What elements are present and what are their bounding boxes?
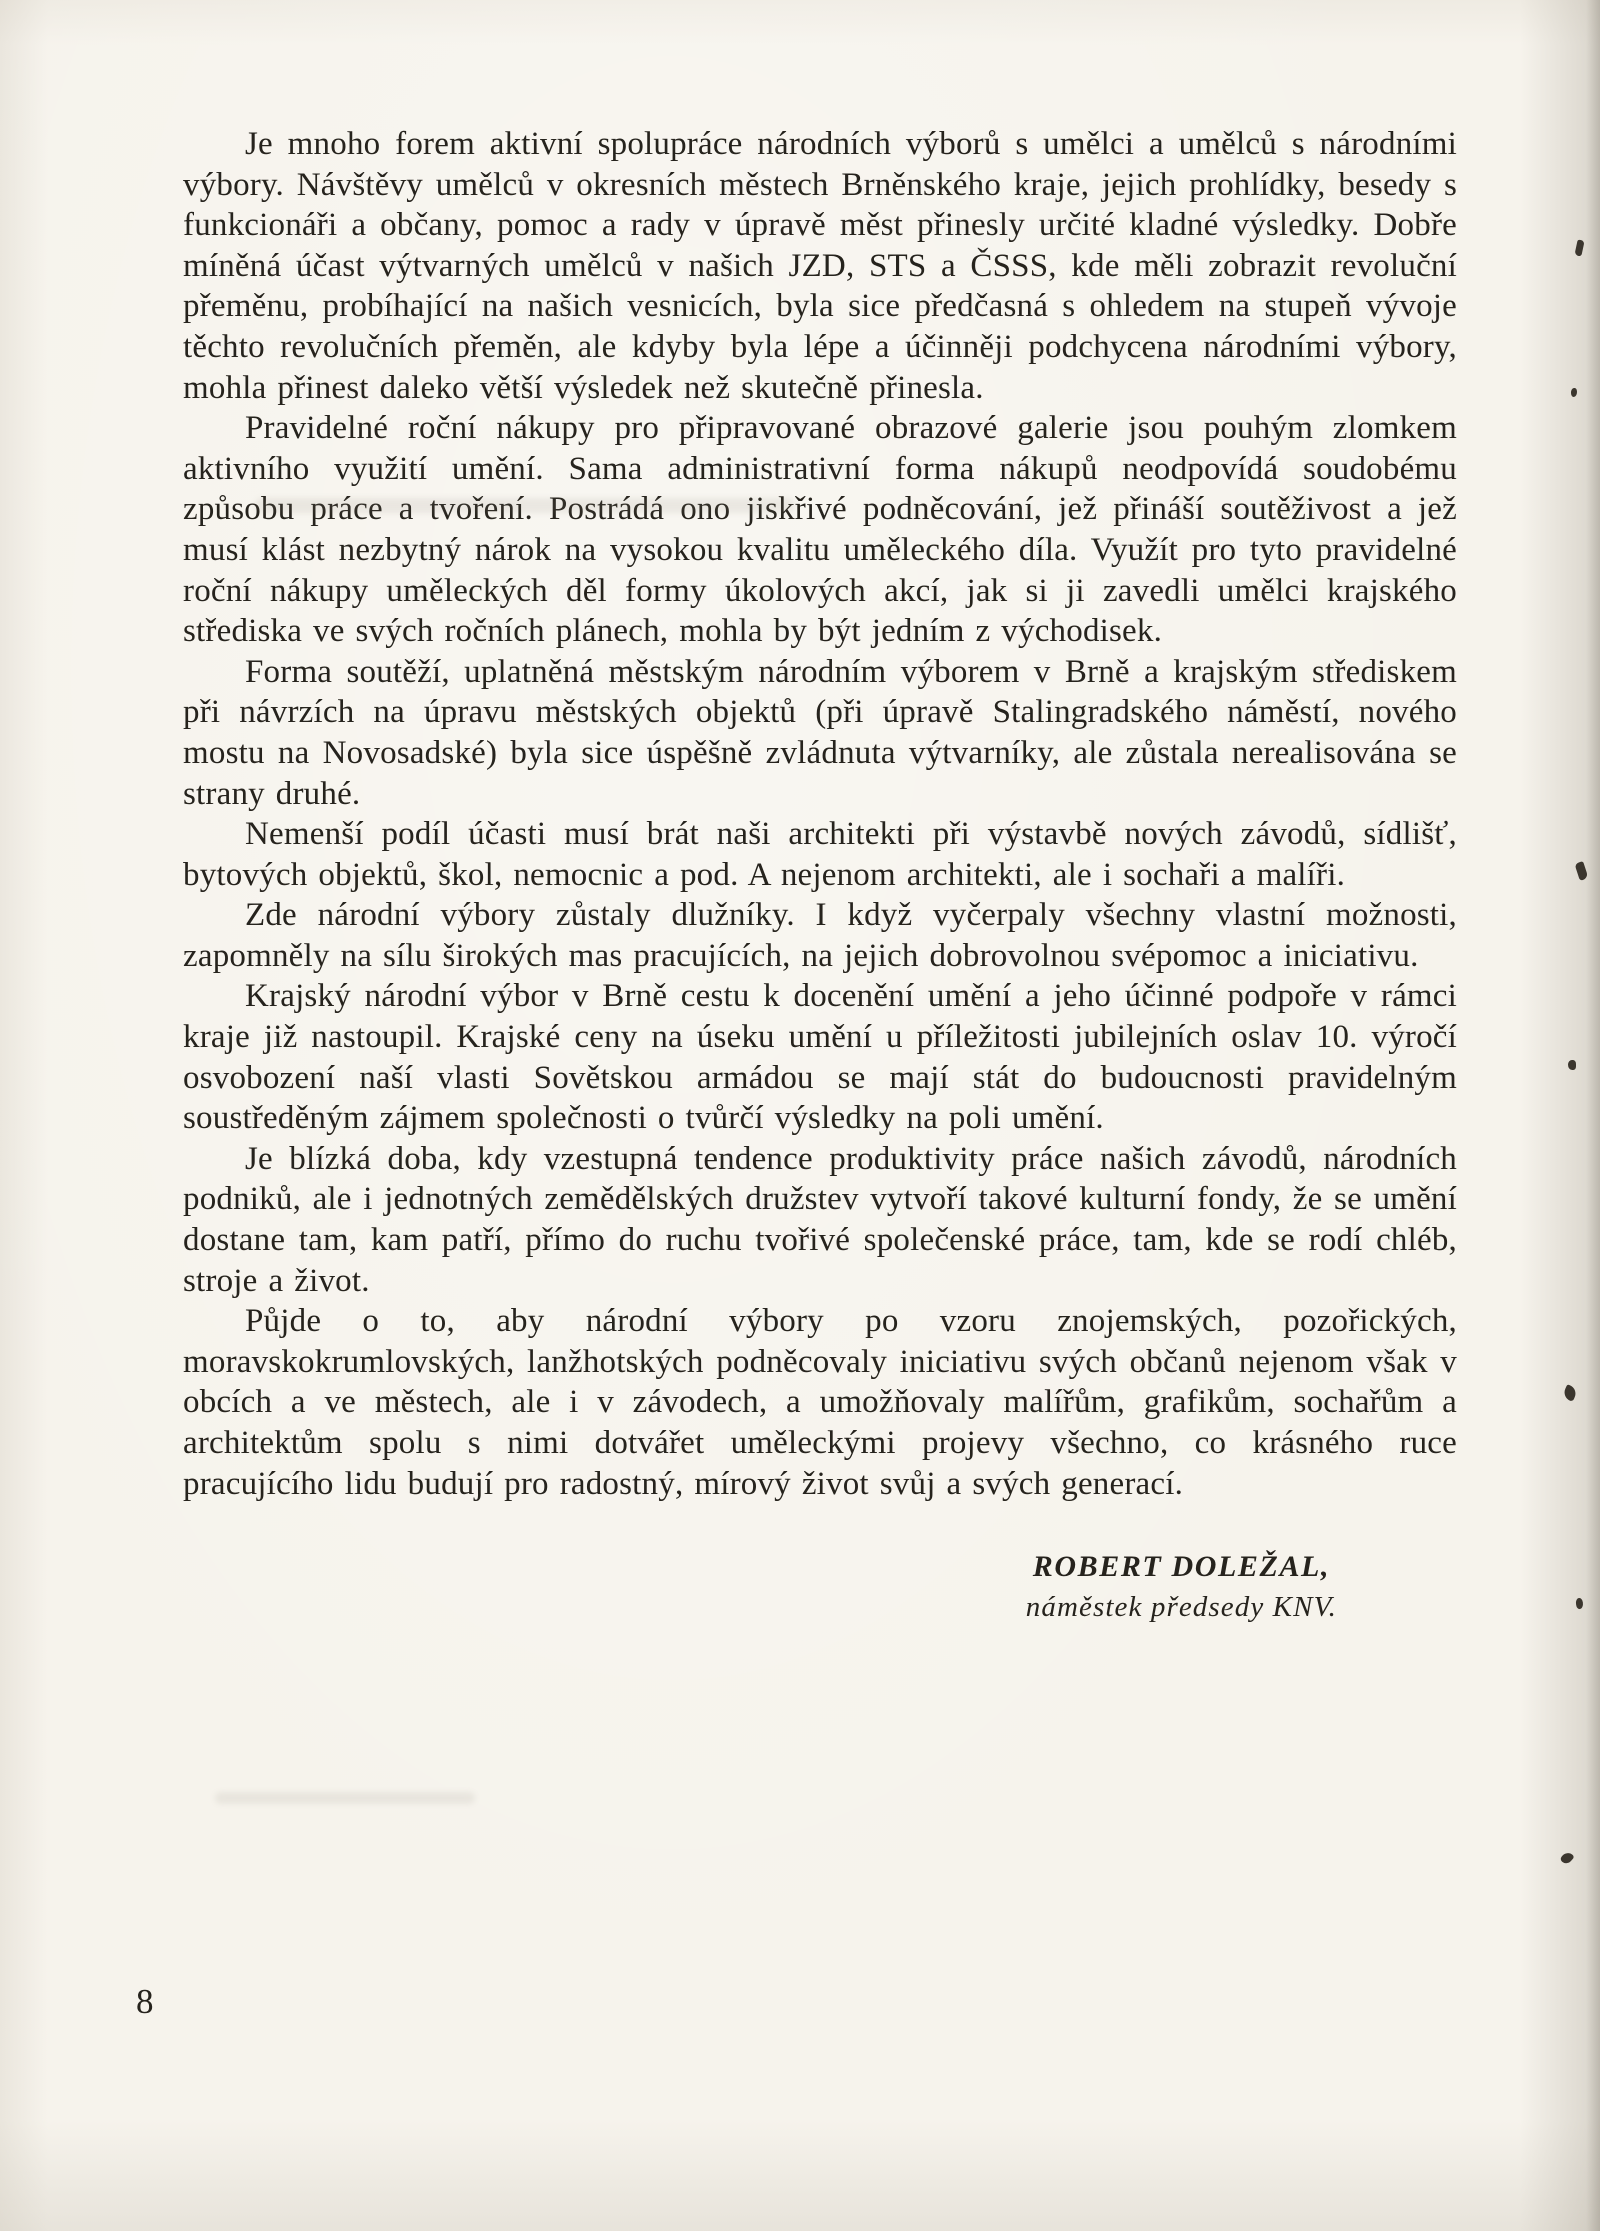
signature-title: náměstek předsedy KNV. [1025,1591,1337,1624]
scan-speck [1574,239,1584,256]
paragraph-1: Je mnoho forem aktivní spolupráce národních výborů s umělci a umělců s národními výbory. Návštěvy umělců v okresních městech Brněnského kraje, jejich prohlídky, besedy s funkcionáři a občany, pomoc a rady v úpravě měst přinesly určité kladné výsledky. Dobře míněná účast výtvarných umělců v našich JZD, STS a ČSSS, kde měli zobrazit revoluční přeměnu, probíhající na našich vesnicích, byla sice předčasná s ohledem na stupeň vývoje těchto revolučních přeměn, ale kdyby byla lépe a účinněji podchycena národními výbory, mohla přinest daleko větší výsledek než skutečně přinesla. [183,126,1457,406]
scan-speck [1559,1850,1574,1866]
body-text [183,124,1457,1504]
scan-speck [1575,1598,1583,1610]
paragraph-7: Je blízká doba, kdy vzestupná tendence produktivity práce našich závodů, národních podniků, ale i jednotných zemědělských družstev vytvoří takové kulturní fondy, že se umění dostane tam, kam patří, přímo do ruchu tvořivé společenské práce, tam, kde se rodí chléb, stroje a život. [183,1140,1457,1299]
scan-smudge [215,1792,475,1804]
signature-name: ROBERT DOLEŽAL, [1032,1550,1331,1584]
paragraph-3: Forma soutěží, uplatněná městským národním výborem v Brně a krajským střediskem při návrzích na úpravu městských objektů (při úpravě Stalingradského náměstí, nového mostu na Novosadské) byla sice úspěšně zvládnuta výtvarníky, ale zůstala nerealisována se strany druhé. [183,653,1457,812]
page-edge-shadow [1586,0,1600,2231]
scan-smudge [255,498,795,513]
signature-block [1026,1550,1337,1624]
scan-speck [1568,1060,1576,1070]
scan-speck [1571,388,1577,397]
page-content [183,124,1457,1624]
paragraph-5: Zde národní výbory zůstaly dlužníky. I když vyčerpaly všechny vlastní možnosti, zapomněly na sílu širokých mas pracujících, na jejich dobrovolnou svépomoc a iniciativu. [183,897,1457,974]
scan-speck [1562,1384,1579,1402]
paragraph-8: Půjde o to, aby národní výbory po vzoru znojemských, pozořických, moravskokrumlovských, lanžhotských podněcovaly iniciativu svých občanů nejenom však v obcích a ve městech, ale i v závodech, a umožňovaly malířům, grafikům, sochařům a architektům spolu s nimi dotvářet uměleckými projevy všechno, co krásného ruce pracujícího lidu budují pro radostný, mírový život svůj a svých generací. [183,1303,1457,1502]
paragraph-4: Nemenší podíl účasti musí brát naši architekti při výstavbě nových závodů, sídlišť, bytových objektů, škol, nemocnic a pod. A nejenom architekti, ale i sochaři a malíři. [183,816,1457,893]
page-number: 8 [136,1982,154,2021]
paragraph-2: Pravidelné roční nákupy pro připravované obrazové galerie jsou pouhým zlomkem aktivního využití umění. Sama administrativní forma nákupů neodpovídá soudobému způsobu práce a tvoření. Postrádá ono jiskřivé podněcování, jež přináší soutěživost a jež musí klást nezbytný nárok na vysokou kvalitu uměleckého díla. Využít pro tyto pravidelné roční nákupy uměleckých děl formy úkolových akcí, jak si ji zavedli umělci krajského střediska ve svých ročních plánech, mohla by být jedním z východisek. [183,410,1457,650]
paragraph-6: Krajský národní výbor v Brně cestu k docenění umění a jeho účinné podpoře v rámci kraje již nastoupil. Krajské ceny na úseku umění u příležitosti jubilejních oslav 10. výročí osvobození naší vlasti Sovětskou armádou se mají stát do budoucnosti pravidelným soustředěným zájmem společnosti o tvůrčí výsledky na poli umění. [183,978,1457,1137]
